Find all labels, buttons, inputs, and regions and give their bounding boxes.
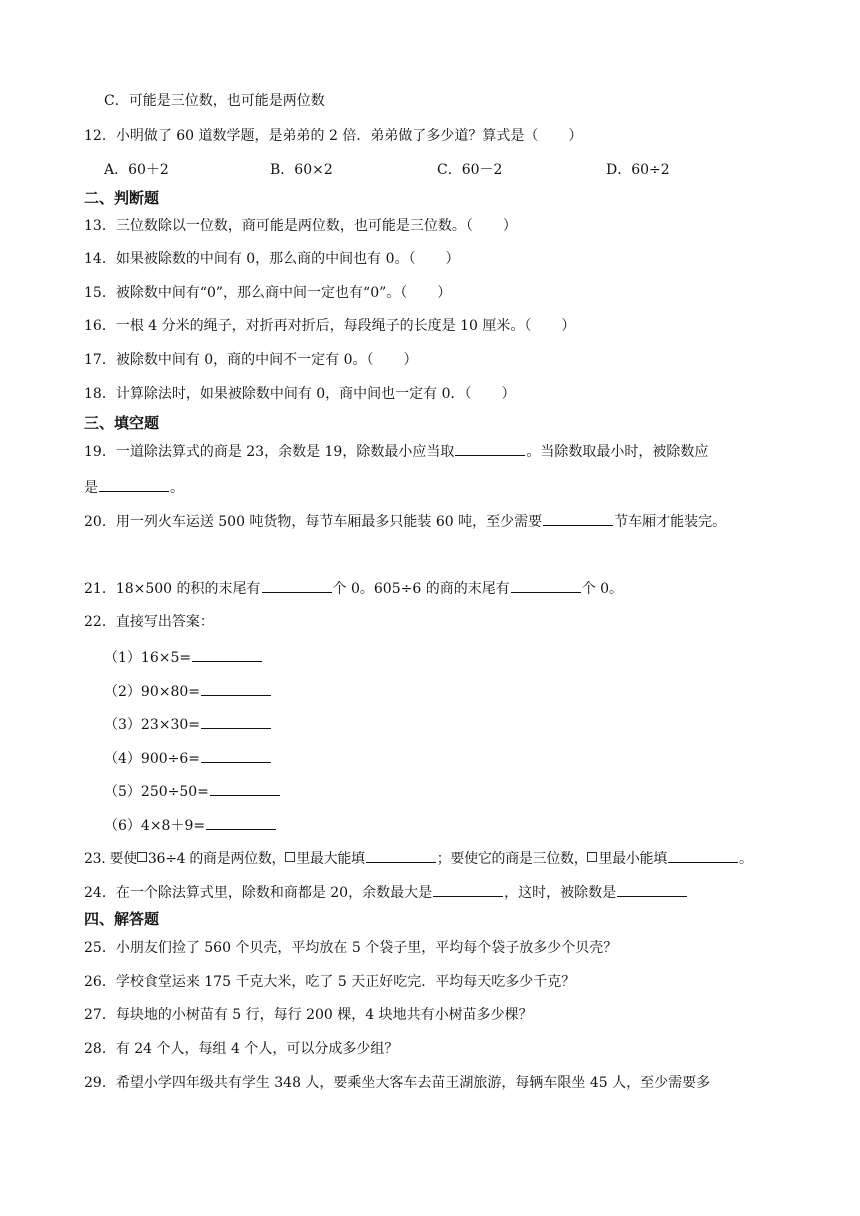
q22-item-6: [104, 815, 277, 836]
q19-line2-a: 是: [84, 480, 98, 496]
q16-text: 16．一根 4 分米的绳子，对折再对折后，每段绳子的长度是 10 厘米。（: [84, 318, 532, 334]
box-placeholder-icon: [285, 852, 295, 862]
q22-item-3: [104, 714, 272, 735]
q11-option-c: C．可能是三位数，也可能是两位数: [104, 93, 325, 109]
q18-text: 18．计算除法时，如果被除数中间有 0，商中间也一定有 0．（: [84, 386, 472, 402]
q19-line2-b: 。: [170, 480, 184, 496]
q20: [84, 511, 726, 532]
q21-part1: 21．18×500 的积的末尾有: [84, 581, 261, 597]
answer-blank[interactable]: [201, 714, 271, 729]
q23-part6: 。: [738, 851, 753, 867]
q15: [84, 283, 451, 303]
q17-text: 17．被除数中间有 0，商的中间不一定有 0。（: [84, 352, 374, 368]
q19-line2: [84, 477, 184, 498]
q20-part2: 节车厢才能装完。: [614, 514, 727, 530]
q24: [84, 882, 688, 903]
q22-item-3-text: （3）23×30=: [104, 717, 200, 733]
q17-close: ）: [403, 352, 418, 368]
q12-close: ）: [568, 128, 583, 144]
answer-blank[interactable]: [455, 441, 525, 456]
answer-blank[interactable]: [366, 848, 436, 863]
q22-item-2-text: （2）90×80=: [104, 684, 200, 700]
q21: [84, 578, 623, 599]
q19-part2: 。当除数取最小时，被除数应: [526, 444, 709, 460]
q22-item-4-text: （4）900÷6=: [104, 751, 200, 767]
q26: 26．学校食堂运来 175 千克大米，吃了 5 天正好吃完．平均每天吃多少千克？: [84, 974, 576, 990]
q12-option-a[interactable]: A．60＋2: [104, 162, 169, 178]
q15-close: ）: [437, 285, 452, 301]
q22-item-1-text: （1）16×5=: [104, 650, 192, 666]
q16-close: ）: [561, 318, 576, 334]
q22-item-5: [104, 781, 281, 802]
answer-blank[interactable]: [511, 578, 581, 593]
q15-text: 15．被除数中间有“0”，那么商中间一定也有“0”。（: [84, 285, 408, 301]
answer-blank[interactable]: [206, 815, 276, 830]
q17: [84, 350, 418, 370]
q16: [84, 316, 575, 336]
q19-line1: [84, 441, 708, 462]
q21-part2: 个 0。605÷6 的商的末尾有: [332, 581, 510, 597]
answer-blank[interactable]: [543, 511, 613, 526]
q13-text: 13．三位数除以一位数，商可能是两位数，也可能是三位数。（: [84, 218, 473, 234]
answer-blank[interactable]: [99, 477, 169, 492]
q22-item-5-text: （5）250÷50=: [104, 784, 209, 800]
q23: [84, 848, 753, 869]
box-placeholder-icon: [137, 852, 147, 862]
q27: 27．每块地的小树苗有 5 行，每行 200 棵，4 块地共有小树苗多少棵？: [84, 1007, 533, 1023]
answer-blank[interactable]: [262, 578, 332, 593]
q13-close: ）: [502, 218, 517, 234]
q20-part1: 20．用一列火车运送 500 吨货物，每节车厢最多只能装 60 吨，至少需要: [84, 514, 543, 530]
q12-text: 12．小明做了 60 道数学题，是弟弟的 2 倍．弟弟做了多少道？算式是（: [84, 128, 539, 144]
answer-blank[interactable]: [201, 748, 271, 763]
q22-item-2: [104, 681, 272, 702]
q12-option-c[interactable]: C．60－2: [437, 162, 503, 178]
q23-part1: 23. 要使: [84, 851, 137, 867]
q24-part2: ，这时，被除数是: [504, 885, 617, 901]
q12-option-d[interactable]: D．60÷2: [606, 162, 670, 178]
box-placeholder-icon: [587, 852, 597, 862]
q14-close: ）: [445, 251, 460, 267]
q12-option-b[interactable]: B．60×2: [270, 162, 333, 178]
q22-stem: 22．直接写出答案：: [84, 614, 214, 630]
q12-stem: [84, 126, 582, 146]
q23-part4: ；要使它的商是三位数，: [436, 851, 588, 867]
q14-text: 14．如果被除数的中间有 0，那么商的中间也有 0。（: [84, 251, 416, 267]
answer-blank[interactable]: [210, 781, 280, 796]
section-fill-title: 三、填空题: [84, 414, 160, 432]
q22-item-6-text: （6）4×8＋9=: [104, 818, 206, 834]
q18: [84, 384, 516, 404]
q25: 25．小朋友们捡了 560 个贝壳，平均放在 5 个袋子里，平均每个袋子放多少个贝壳？: [84, 940, 618, 956]
q23-part3: 里最大能填: [296, 851, 365, 867]
q24-part1: 24．在一个除法算式里，除数和商都是 20，余数最大是: [84, 885, 433, 901]
q29: 29．希望小学四年级共有学生 348 人，要乘坐大客车去苗王湖旅游，每辆车限坐 45 人，至少需要多: [84, 1075, 711, 1091]
q19-part1: 19．一道除法算式的商是 23，余数是 19，除数最小应当取: [84, 444, 455, 460]
answer-blank[interactable]: [433, 882, 503, 897]
answer-blank[interactable]: [617, 882, 687, 897]
section-judgement-title: 二、判断题: [84, 189, 160, 207]
section-answer-title: 四、解答题: [84, 910, 160, 928]
q23-part5: 里最小能填: [598, 851, 667, 867]
q18-close: ）: [501, 386, 516, 402]
q14: [84, 249, 460, 269]
answer-blank[interactable]: [201, 681, 271, 696]
q13: [84, 216, 517, 236]
q23-part2: 36÷4 的商是两位数，: [147, 851, 286, 867]
answer-blank[interactable]: [668, 848, 738, 863]
q22-item-4: [104, 748, 272, 769]
answer-blank[interactable]: [192, 647, 262, 662]
q22-item-1: [104, 647, 263, 668]
q21-part3: 个 0。: [581, 581, 624, 597]
q28: 28．有 24 个人，每组 4 个人，可以分成多少组？: [84, 1041, 399, 1057]
